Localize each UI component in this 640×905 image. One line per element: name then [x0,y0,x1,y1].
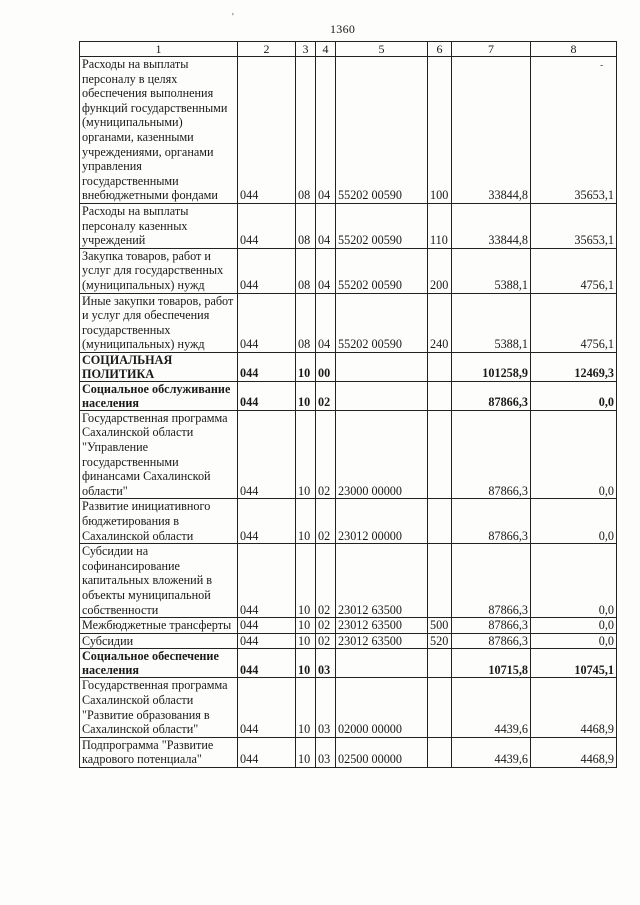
table-row [80,352,617,381]
row-target-article: 23012 63500 [336,544,428,618]
row-sum-year1: 5388,1 [452,293,531,352]
row-subsection-code: 04 [316,248,336,293]
row-ministry-code: 044 [238,203,296,248]
row-section-code: 10 [296,737,316,767]
table-row [80,57,617,204]
row-section-code: 08 [296,293,316,352]
row-subsection-code: 02 [316,381,336,410]
row-ministry-code: 044 [238,381,296,410]
row-sum-year1: 87866,3 [452,618,531,634]
row-ministry-code: 044 [238,633,296,649]
budget-table-body [80,57,617,768]
row-ministry-code: 044 [238,293,296,352]
row-expense-type: 520 [428,633,452,649]
row-sum-year2: 0,0 [531,544,617,618]
row-expense-type [428,410,452,499]
row-expense-type: 500 [428,618,452,634]
table-row [80,633,617,649]
table-row [80,499,617,544]
row-section-code: 08 [296,203,316,248]
row-name: Расходы на выплаты персоналу в целях обеспечения выполнения функций государственными (муниципальными) органами, казенными учреждениями, органами управления государственными внебюджетными фондами [80,57,238,204]
row-target-article [336,381,428,410]
row-name: Государственная программа Сахалинской области "Развитие образования в Сахалинской области" [80,678,238,737]
table-row [80,649,617,678]
row-name: Субсидии [80,633,238,649]
row-ministry-code: 044 [238,544,296,618]
row-section-code: 08 [296,248,316,293]
page-number: 1360 [330,22,356,36]
row-subsection-code: 04 [316,57,336,204]
row-expense-type [428,544,452,618]
row-target-article: 23012 63500 [336,618,428,634]
column-header-7: 7 [452,42,531,57]
row-sum-year2: 35653,1 [531,203,617,248]
row-section-code: 10 [296,381,316,410]
row-subsection-code: 03 [316,649,336,678]
row-section-code: 10 [296,649,316,678]
row-expense-type [428,678,452,737]
row-ministry-code: 044 [238,499,296,544]
row-sum-year1: 87866,3 [452,633,531,649]
row-ministry-code: 044 [238,737,296,767]
row-sum-year2: 12469,3 [531,352,617,381]
row-target-article: 55202 00590 [336,203,428,248]
row-expense-type: 240 [428,293,452,352]
column-header-5: 5 [336,42,428,57]
row-sum-year2: 0,0 [531,410,617,499]
row-name: Государственная программа Сахалинской области "Управление государственными финансами Сахалинской области" [80,410,238,499]
row-name: Развитие инициативного бюджетирования в Сахалинской области [80,499,238,544]
row-target-article: 55202 00590 [336,57,428,204]
column-header-8: 8 [531,42,617,57]
row-expense-type [428,381,452,410]
row-name: СОЦИАЛЬНАЯ ПОЛИТИКА [80,352,238,381]
row-ministry-code: 044 [238,649,296,678]
scan-speck: ' [232,12,234,23]
row-subsection-code: 00 [316,352,336,381]
row-name: Межбюджетные трансферты [80,618,238,634]
table-row [80,678,617,737]
row-target-article: 23000 00000 [336,410,428,499]
row-target-article: 23012 00000 [336,499,428,544]
row-expense-type [428,649,452,678]
row-ministry-code: 044 [238,410,296,499]
row-expense-type: 110 [428,203,452,248]
row-sum-year2: 0,0 [531,618,617,634]
row-sum-year2: 4756,1 [531,293,617,352]
row-sum-year2: 4468,9 [531,678,617,737]
row-ministry-code: 044 [238,618,296,634]
row-subsection-code: 02 [316,544,336,618]
row-sum-year1: 4439,6 [452,678,531,737]
row-sum-year2: 35653,1 [531,57,617,204]
row-subsection-code: 02 [316,633,336,649]
row-expense-type [428,499,452,544]
row-sum-year1: 10715,8 [452,649,531,678]
row-subsection-code: 04 [316,293,336,352]
column-numbers-row [80,42,617,57]
row-sum-year1: 33844,8 [452,57,531,204]
row-name: Расходы на выплаты персоналу казенных учреждений [80,203,238,248]
row-sum-year1: 33844,8 [452,203,531,248]
table-row [80,248,617,293]
row-sum-year1: 87866,3 [452,544,531,618]
row-sum-year1: 87866,3 [452,410,531,499]
row-ministry-code: 044 [238,248,296,293]
row-ministry-code: 044 [238,352,296,381]
scan-speck: - [600,60,604,71]
column-header-3: 3 [296,42,316,57]
row-sum-year1: 5388,1 [452,248,531,293]
column-header-1: 1 [80,42,238,57]
budget-table [79,41,617,768]
row-subsection-code: 02 [316,499,336,544]
table-row [80,544,617,618]
row-expense-type [428,352,452,381]
row-sum-year1: 87866,3 [452,381,531,410]
row-expense-type [428,737,452,767]
table-row [80,203,617,248]
row-name: Субсидии на софинансирование капитальных вложений в объекты муниципальной собственности [80,544,238,618]
row-subsection-code: 03 [316,737,336,767]
column-header-4: 4 [316,42,336,57]
table-row [80,410,617,499]
row-section-code: 10 [296,678,316,737]
row-subsection-code: 03 [316,678,336,737]
row-name: Закупка товаров, работ и услуг для государственных (муниципальных) нужд [80,248,238,293]
row-sum-year2: 4468,9 [531,737,617,767]
row-name: Иные закупки товаров, работ и услуг для обеспечения государственных (муниципальных) нужд [80,293,238,352]
row-target-article: 55202 00590 [336,293,428,352]
row-name: Социальное обеспечение населения [80,649,238,678]
row-section-code: 08 [296,57,316,204]
table-row [80,293,617,352]
row-section-code: 10 [296,544,316,618]
row-target-article: 02000 00000 [336,678,428,737]
row-name: Социальное обслуживание населения [80,381,238,410]
row-section-code: 10 [296,410,316,499]
row-sum-year2: 0,0 [531,633,617,649]
table-row [80,737,617,767]
row-target-article: 55202 00590 [336,248,428,293]
row-sum-year2: 0,0 [531,499,617,544]
row-expense-type: 100 [428,57,452,204]
row-section-code: 10 [296,618,316,634]
row-target-article [336,352,428,381]
row-ministry-code: 044 [238,57,296,204]
row-section-code: 10 [296,352,316,381]
row-sum-year1: 87866,3 [452,499,531,544]
row-section-code: 10 [296,499,316,544]
row-target-article: 23012 63500 [336,633,428,649]
row-target-article: 02500 00000 [336,737,428,767]
row-sum-year2: 10745,1 [531,649,617,678]
table-row [80,618,617,634]
row-target-article [336,649,428,678]
column-header-2: 2 [238,42,296,57]
row-name: Подпрограмма "Развитие кадрового потенциала" [80,737,238,767]
row-sum-year2: 0,0 [531,381,617,410]
row-ministry-code: 044 [238,678,296,737]
row-expense-type: 200 [428,248,452,293]
row-sum-year1: 101258,9 [452,352,531,381]
column-header-6: 6 [428,42,452,57]
row-section-code: 10 [296,633,316,649]
row-subsection-code: 02 [316,618,336,634]
table-row [80,381,617,410]
row-sum-year1: 4439,6 [452,737,531,767]
row-subsection-code: 04 [316,203,336,248]
row-sum-year2: 4756,1 [531,248,617,293]
row-subsection-code: 02 [316,410,336,499]
